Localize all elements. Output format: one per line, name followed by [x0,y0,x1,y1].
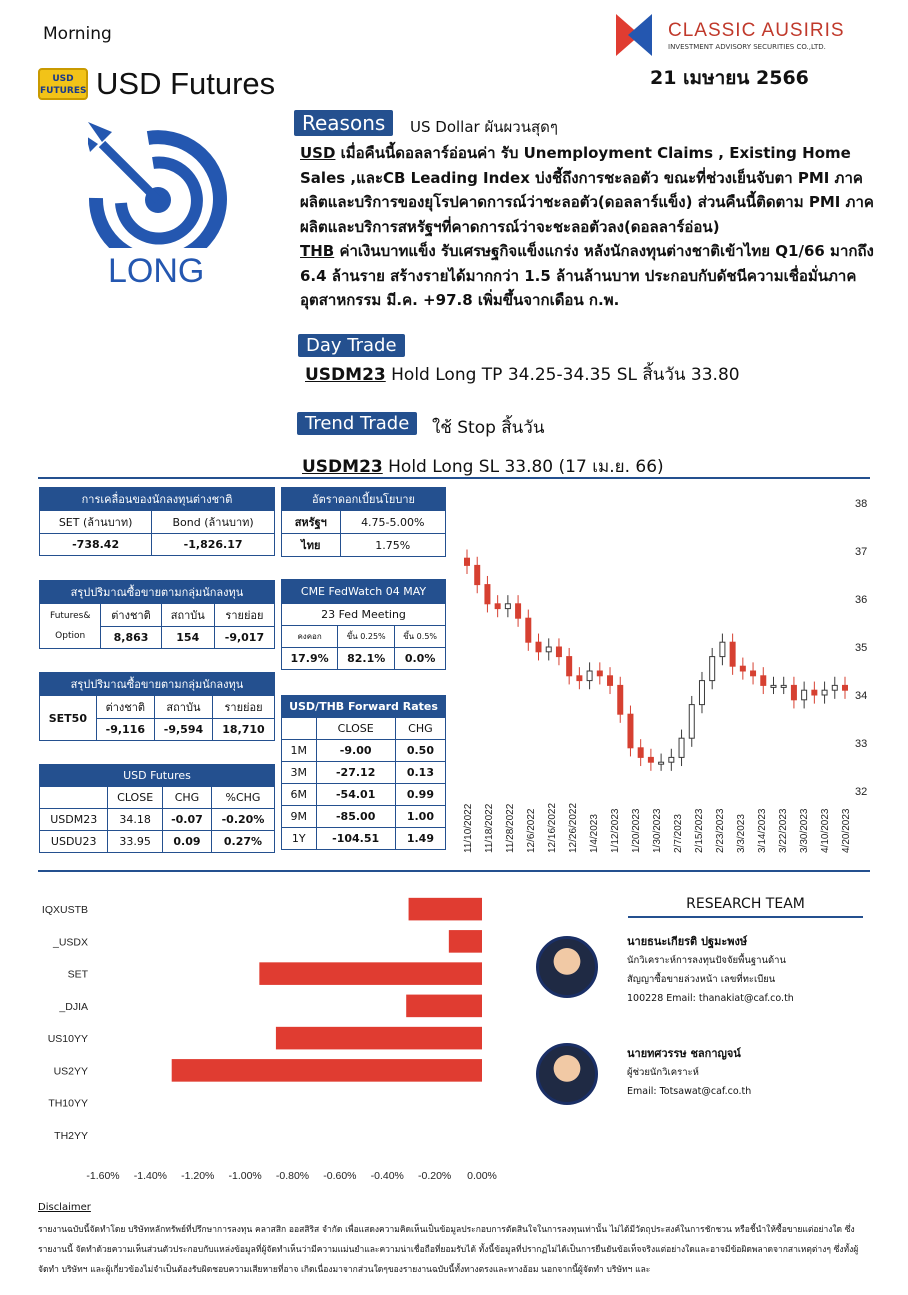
candle-body [843,685,848,690]
futures-flow-col: ต่างชาติ [101,604,161,627]
bar [449,930,482,953]
bar-category-label: TH10YY [48,1097,88,1110]
forward-rates-col: CLOSE [316,718,395,740]
candle-body [587,671,592,681]
forward-close: -85.00 [316,806,395,828]
policy-rate-title: อัตราดอกเบี้ยนโยบาย [282,488,446,511]
analyst-name: นายธนะเกียรติ ปฐมะพงษ์ [627,935,748,948]
foreign-flow-title: การเคลื่อนของนักลงทุนต่างชาติ [40,488,275,511]
usd-futures-chg: 0.09 [162,831,211,853]
candle-body [822,690,827,695]
futures-flow-row-label-1: Futures& [50,611,91,621]
x-tick-label: 4/20/2023 [841,808,852,853]
futures-flow-title: สรุปปริมาณซื้อขายตามกลุ่มนักลงทุน [40,581,275,604]
x-tick-label: 1/30/2023 [652,808,663,853]
analyst-photo-2 [536,1043,598,1105]
bar-category-label: SET [67,968,88,981]
bar [276,1027,482,1050]
forward-close: -54.01 [316,784,395,806]
section-divider [38,477,870,479]
session-label: Morning [43,24,112,44]
usd-futures-col: CLOSE [108,787,163,809]
fedwatch-title-1: CME FedWatch 04 MAY [282,580,446,604]
bar [409,898,482,921]
forward-close: -9.00 [316,740,395,762]
usd-futures-close: 34.18 [108,809,163,831]
page-title: USD Futures [96,66,276,101]
target-arrow-icon [88,118,238,248]
signal-label: LONG [108,252,205,290]
policy-rate-value-th: 1.75% [340,534,445,557]
y-tick-label: 37 [855,546,868,558]
x-tick-label: 12/6/2022 [526,808,537,853]
x-tick-label: 12/26/2022 [568,802,579,853]
usd-futures-pct: -0.20% [211,809,274,831]
research-team-title: RESEARCH TEAM [628,896,863,918]
x-tick-label: 0.00% [467,1170,497,1182]
set50-col: ต่างชาติ [96,696,154,719]
trend-trade-line [302,453,664,480]
set50-value: -9,594 [154,719,212,741]
x-tick-label: -1.00% [228,1170,262,1182]
forward-chg: 1.49 [395,828,445,850]
usd-futures-symbol: USDU23 [40,831,108,853]
usd-futures-col: %CHG [211,787,274,809]
candle-body [751,671,756,676]
set50-flow-table [39,672,275,741]
trend-trade-symbol: USDM23 [302,457,383,477]
x-tick-label: -1.60% [86,1170,120,1182]
x-tick-label: 3/14/2023 [757,808,768,853]
candle-body [679,738,684,757]
y-tick-label: 35 [855,642,868,654]
forward-chg: 0.99 [395,784,445,806]
brand-name: CLASSIC AUSIRIS [668,20,845,41]
brand-subtitle: INVESTMENT ADVISORY SECURITIES CO.,LTD. [668,43,826,51]
x-tick-label: 1/12/2023 [610,808,621,853]
futures-flow-value: -9,017 [214,627,274,649]
x-tick-label: 3/30/2023 [799,808,810,853]
candle-body [465,558,470,565]
x-tick-label: 11/10/2022 [463,803,474,853]
bar [259,962,482,985]
bar-category-label: IQXUSTB [41,904,88,917]
day-trade-symbol: USDM23 [305,365,386,385]
y-tick-label: 32 [855,786,868,798]
candle-body [669,757,674,762]
fedwatch-value: 17.9% [282,648,338,670]
forward-close: -104.51 [316,828,395,850]
bar-category-label: _USDX [52,936,88,949]
candle-body [516,604,521,618]
x-tick-label: -0.20% [417,1170,452,1182]
forward-tenor: 1M [282,740,317,762]
brand-logo-icon [614,12,664,58]
set50-row-label: SET50 [40,696,97,741]
reasons-pill: Reasons [294,110,393,136]
policy-rate-table [281,487,446,557]
set50-col: สถาบัน [154,696,212,719]
usd-futures-corner [40,787,108,809]
futures-flow-value: 8,863 [101,627,161,649]
forward-rates-corner [282,718,317,740]
futures-flow-value: 154 [161,627,214,649]
analyst-line: ผู้ช่วยนักวิเคราะห์ [627,1067,699,1078]
set50-col: รายย่อย [213,696,275,719]
x-tick-label: -1.20% [181,1170,215,1182]
x-tick-label: 12/16/2022 [547,802,558,853]
usdthb-candlestick-chart [455,485,875,860]
candle-body [771,685,776,687]
forward-chg: 1.00 [395,806,445,828]
day-trade-text: Hold Long TP 34.25-34.35 SL สิ้นวัน 33.80 [385,365,740,385]
usd-futures-table [39,764,275,853]
x-tick-label: -0.40% [370,1170,404,1182]
fedwatch-col: คงคอก [282,626,338,648]
analyst-email: 100228 Email: thanakiat@caf.co.th [627,993,794,1004]
analyst-email: Email: Totsawat@caf.co.th [627,1086,752,1097]
forward-rates-table [281,695,446,850]
candle-body [802,690,807,700]
futures-flow-table [39,580,275,649]
x-tick-label: 1/4/2023 [589,814,600,853]
forward-rates-title: USD/THB Forward Rates [282,696,446,718]
analyst-card-2 [627,1044,751,1101]
forward-tenor: 3M [282,762,317,784]
bar-category-label: US10YY [47,1033,88,1046]
bar-category-label: _DJIA [59,1000,88,1013]
y-tick-label: 38 [855,498,868,510]
usd-futures-pct: 0.27% [211,831,274,853]
x-tick-label: 11/18/2022 [484,803,495,853]
set50-value: -9,116 [96,719,154,741]
candle-body [505,604,510,609]
set50-value: 18,710 [213,719,275,741]
fedwatch-title-2: 23 Fed Meeting [282,604,446,626]
candle-body [832,685,837,690]
futures-flow-row-label [40,604,101,649]
forward-tenor: 6M [282,784,317,806]
y-tick-label: 36 [855,594,868,606]
x-tick-label: 3/22/2023 [778,808,789,853]
x-tick-label: 11/28/2022 [505,803,516,853]
candle-body [495,604,500,609]
candle-body [567,657,572,676]
candle-body [638,748,643,758]
market-change-bar-chart [30,885,510,1185]
forward-tenor: 9M [282,806,317,828]
policy-rate-label-us: สหรัฐฯ [282,511,341,534]
trend-trade-subtitle: ใช้ Stop สิ้นวัน [432,418,545,438]
x-tick-label: 1/20/2023 [631,808,642,853]
usd-futures-logo [38,68,88,100]
candle-body [475,565,480,584]
candle-body [781,685,786,687]
report-date: 21 เมษายน 2566 [650,67,809,89]
analyst-photo-1 [536,936,598,998]
candle-body [791,685,796,699]
policy-rate-label-th: ไทย [282,534,341,557]
x-tick-label: 3/3/2023 [736,814,747,853]
candle-body [597,671,602,676]
x-tick-label: -0.80% [275,1170,310,1182]
candle-body [699,681,704,705]
x-tick-label: 2/7/2023 [673,814,684,853]
usd-futures-col: CHG [162,787,211,809]
policy-rate-value-us: 4.75-5.00% [340,511,445,534]
day-trade-line [305,361,740,388]
usd-futures-close: 33.95 [108,831,163,853]
futures-flow-col: รายย่อย [214,604,274,627]
futures-flow-col: สถาบัน [161,604,214,627]
usd-futures-title: USD Futures [40,765,275,787]
candle-body [648,757,653,762]
foreign-flow-col2: Bond (ล้านบาท) [152,511,275,534]
foreign-flow-val2: -1,826.17 [152,534,275,556]
analyst-card-1 [627,932,794,1008]
candle-body [577,676,582,681]
candle-body [730,642,735,666]
foreign-flow-val1: -738.42 [40,534,152,556]
fedwatch-value: 82.1% [338,648,395,670]
x-tick-label: 2/23/2023 [715,808,726,853]
candle-body [556,647,561,657]
candle-body [618,685,623,714]
trend-trade-pill: Trend Trade [297,412,417,435]
candle-body [740,666,745,671]
logo-text: USD FUTURES [40,74,87,96]
thb-tag: THB [300,242,335,260]
disclaimer-text: รายงานฉบับนี้จัดทำโดย บริษัทหลักทรัพย์ที่ปรึกษาการลงทุน คลาสสิก ออสสิริส จำกัด เพื่อแสดงความคิดเห็นเป็นข้อมูลประกอบการตัดสินใจในการลงทุนเท่านั้น ไม่ได้มีวัตถุประสงค์ในการชักชวน หรือชี้นำให้ซื้อขายแต่อย่างใด ซึ่งรายงานนี้ จัดทำด้วยความเห็นส่วนตัวประกอบกับแหล่งข้อมูลที่ผู้จัดทำเห็นว่ามีความแม่นยำและความน่าเชื่อถือที่ยอมรับได้ ทั้งนี้ข้อมูลที่ปรากฏไม่ได้เป็นการยืนยันข้อเท็จจริงแต่อย่างใดและอาจมีข้อผิดพลาดจากสาเหตุต่างๆ ซึ่งทั้งผู้จัดทำ บริษัทฯ และผู้เกี่ยวข้องไม่จำเป็นต้องรับผิดชอบความเสียหายที่อาจ เกิดเนื่องมาจากส่วนใดๆของรายงานฉบับนี้ทั้งทางตรงและทางอ้อม นอกจากนี้ผู้จัดทำ บริษัทฯ และ [38,1225,859,1275]
y-tick-label: 33 [855,738,868,750]
x-tick-label: -1.40% [133,1170,168,1182]
day-trade-pill: Day Trade [298,334,405,357]
candle-body [608,676,613,686]
analyst-line: สัญญาซื้อขายล่วงหน้า เลขที่ทะเบียน [627,974,776,985]
usd-tag: USD [300,144,336,162]
candle-body [710,657,715,681]
candle-body [659,762,664,764]
usd-futures-symbol: USDM23 [40,809,108,831]
candle-body [812,690,817,695]
x-tick-label: 4/10/2023 [820,808,831,853]
y-tick-label: 34 [855,690,868,702]
fedwatch-col: ขึ้น 0.5% [395,626,446,648]
candle-body [720,642,725,656]
futures-flow-row-label-2: Option [55,631,86,641]
bar [172,1059,482,1082]
forward-chg: 0.13 [395,762,445,784]
thb-reason [300,239,875,313]
usd-reason-text: เมื่อคืนนี้ดอลลาร์อ่อนค่า รับ Unemployment Claims , Existing Home Sales ,และCB Leading Index บ่งชี้ถึงการชะลอตัว ขณะที่ช่วงเย็นจับตา PMI ภาคผลิตและบริการของยุโรปคาดการณ์ว่าชะลอตัว(ดอลลาร์แข็ง) ส่วนคืนนี้ติดตาม PMI ภาคผลิตและบริการสหรัฐฯที่คาดการณ์ว่าจะชะลอตัวลง(ดอลลาร์อ่อน) [300,144,874,236]
candle-body [485,585,490,604]
usd-reason [300,141,875,239]
forward-tenor: 1Y [282,828,317,850]
thb-reason-text: ค่าเงินบาทแข็ง รับเศรษฐกิจแข็งแกร่ง หลังนักลงทุนต่างชาติเข้าไทย Q1/66 มากถึง 6.4 ล้านราย สร้างรายได้มากกว่า 1.5 ล้านล้านบาท ประกอบกับดัชนีความเชื่อมั่นภาคอุตสาหกรรม มี.ค. +97.8 เพิ่มขึ้นจากเดือน ก.พ. [300,242,874,309]
reasons-subtitle: US Dollar ผันผวนสุดๆ [410,118,558,136]
candle-body [536,642,541,652]
set50-flow-title: สรุปปริมาณซื้อขายตามกลุ่มนักลงทุน [40,673,275,696]
candle-body [526,618,531,642]
x-tick-label: -0.60% [323,1170,357,1182]
candle-body [761,676,766,686]
fedwatch-table [281,579,446,670]
analyst-name: นายทศวรรษ ชลกาญจน์ [627,1047,741,1060]
section-divider [38,870,870,872]
bar [406,995,482,1018]
candle-body [689,705,694,739]
trend-trade-text: Hold Long SL 33.80 (17 เม.ย. 66) [382,457,664,477]
foreign-flow-table [39,487,275,556]
bar-category-label: TH2YY [54,1129,88,1142]
forward-rates-col: CHG [395,718,445,740]
bar-category-label: US2YY [53,1065,88,1078]
foreign-flow-col1: SET (ล้านบาท) [40,511,152,534]
candle-body [546,647,551,652]
disclaimer-title: Disclaimer [38,1202,91,1213]
x-tick-label: 2/15/2023 [694,808,705,853]
forward-close: -27.12 [316,762,395,784]
analyst-line: นักวิเคราะห์การลงทุนปัจจัยพื้นฐานด้าน [627,955,786,966]
usd-futures-chg: -0.07 [162,809,211,831]
candle-body [628,714,633,748]
forward-chg: 0.50 [395,740,445,762]
fedwatch-col: ขึ้น 0.25% [338,626,395,648]
fedwatch-value: 0.0% [395,648,446,670]
